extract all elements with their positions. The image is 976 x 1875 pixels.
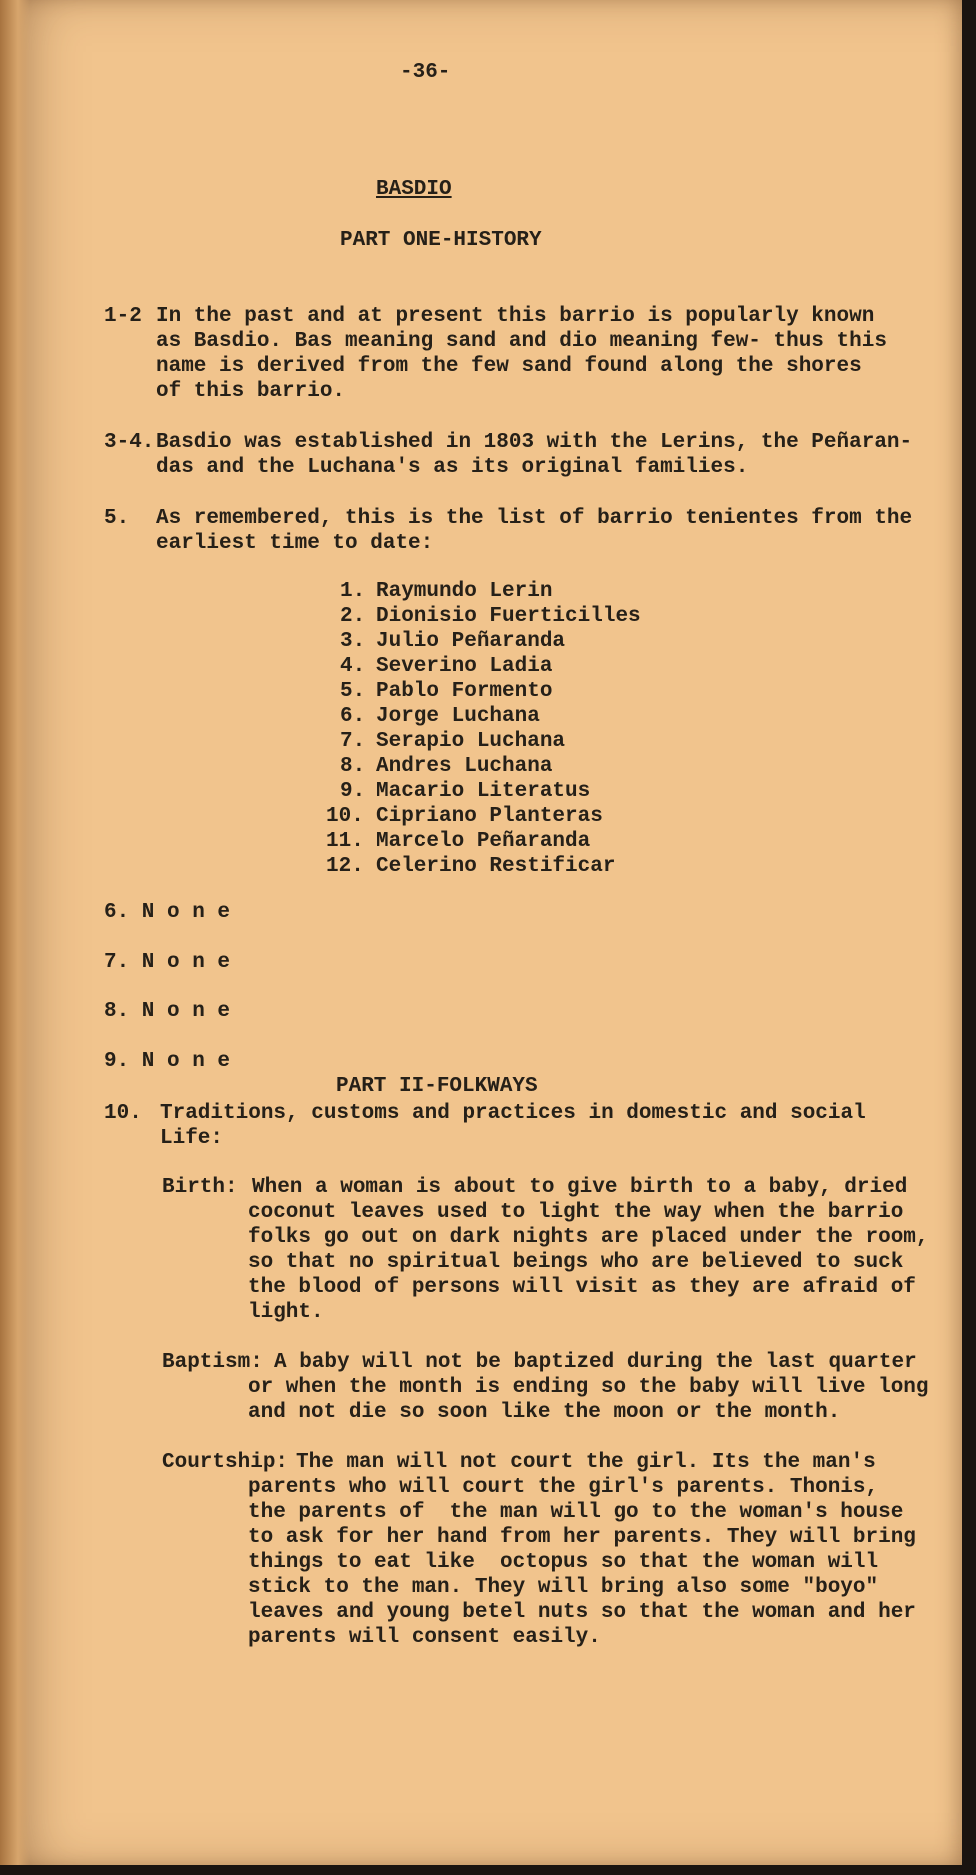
item-1-2-line: as Basdio. Bas meaning sand and dio meaning few- thus this: [156, 330, 887, 353]
courtship-line: things to eat like octopus so that the woman will: [248, 1551, 879, 1574]
item-5-number: 5.: [104, 507, 130, 530]
courtship-line: leaves and young betel nuts so that the woman and her: [248, 1601, 916, 1624]
teniente-name: Julio Peñaranda: [376, 630, 566, 653]
teniente-number: 7.: [340, 730, 366, 753]
birth-line: light.: [248, 1301, 324, 1324]
birth-line: folks go out on dark nights are placed under the room,: [248, 1226, 929, 1249]
courtship-line: parents will consent easily.: [248, 1626, 601, 1649]
part-one-heading: PART ONE-HISTORY: [340, 229, 542, 252]
item-1-2-line: of this barrio.: [156, 380, 346, 403]
birth-line: so that no spiritual beings who are believed to suck: [248, 1251, 904, 1274]
page-number: -36-: [400, 61, 451, 84]
teniente-number: 3.: [340, 630, 366, 653]
teniente-number: 11.: [326, 830, 364, 853]
teniente-number: 12.: [326, 855, 364, 878]
teniente-name: Marcelo Peñaranda: [376, 830, 591, 853]
teniente-number: 6.: [340, 705, 366, 728]
teniente-number: 1.: [340, 580, 366, 603]
item-6-none: 6. N o n e: [104, 901, 231, 924]
teniente-name: Severino Ladia: [376, 655, 553, 678]
item-3-4-line: Basdio was established in 1803 with the Lerins, the Peñaran-: [156, 431, 913, 454]
teniente-name: Dionisio Fuerticilles: [376, 605, 641, 628]
teniente-name: Serapio Luchana: [376, 730, 566, 753]
baptism-line: and not die so soon like the moon or the month.: [248, 1401, 841, 1424]
teniente-number: 10.: [326, 805, 364, 828]
book-spine-shadow: [0, 0, 30, 1865]
teniente-number: 8.: [340, 755, 366, 778]
teniente-number: 5.: [340, 680, 366, 703]
birth-line: the blood of persons will visit as they are afraid of: [248, 1276, 916, 1299]
document-title: BASDIO: [376, 178, 452, 201]
courtship-line: to ask for her hand from her parents. They will bring: [248, 1526, 916, 1549]
teniente-name: Jorge Luchana: [376, 705, 540, 728]
item-7-none: 7. N o n e: [104, 951, 231, 974]
teniente-name: Raymundo Lerin: [376, 580, 553, 603]
teniente-name: Cipriano Planteras: [376, 805, 603, 828]
teniente-name: Pablo Formento: [376, 680, 553, 703]
courtship-line: The man will not court the girl. Its the man's: [296, 1451, 876, 1474]
teniente-name: Macario Literatus: [376, 780, 591, 803]
courtship-line: stick to the man. They will bring also some "boyo": [248, 1576, 879, 1599]
item-5-line: earliest time to date:: [156, 532, 434, 555]
item-1-2-number: 1-2: [104, 305, 142, 328]
item-3-4-line: das and the Luchana's as its original families.: [156, 456, 749, 479]
teniente-name: Celerino Restificar: [376, 855, 616, 878]
item-10-line: Traditions, customs and practices in domestic and social: [160, 1102, 866, 1125]
courtship-line: parents who will court the girl's parents. Thonis,: [248, 1476, 879, 1499]
part-two-heading: PART II-FOLKWAYS: [336, 1075, 538, 1098]
teniente-name: Andres Luchana: [376, 755, 553, 778]
item-8-none: 8. N o n e: [104, 1000, 231, 1023]
teniente-number: 4.: [340, 655, 366, 678]
teniente-number: 9.: [340, 780, 366, 803]
item-9-none: 9. N o n e: [104, 1050, 231, 1073]
item-3-4-number: 3-4.: [104, 431, 155, 454]
courtship-label: Courtship:: [162, 1451, 289, 1474]
baptism-label: Baptism:: [162, 1351, 263, 1374]
item-5-line: As remembered, this is the list of barrio tenientes from the: [156, 507, 913, 530]
item-10-number: 10.: [104, 1102, 142, 1125]
courtship-line: the parents of the man will go to the woman's house: [248, 1501, 904, 1524]
teniente-number: 2.: [340, 605, 366, 628]
baptism-line: A baby will not be baptized during the last quarter: [274, 1351, 917, 1374]
birth-label: Birth:: [162, 1176, 238, 1199]
item-1-2-line: name is derived from the few sand found along the shores: [156, 355, 862, 378]
baptism-line: or when the month is ending so the baby will live long: [248, 1376, 929, 1399]
birth-line: coconut leaves used to light the way when the barrio: [248, 1201, 904, 1224]
item-10-line: Life:: [160, 1127, 224, 1150]
item-1-2-line: In the past and at present this barrio is popularly known: [156, 305, 875, 328]
birth-line: When a woman is about to give birth to a baby, dried: [252, 1176, 908, 1199]
